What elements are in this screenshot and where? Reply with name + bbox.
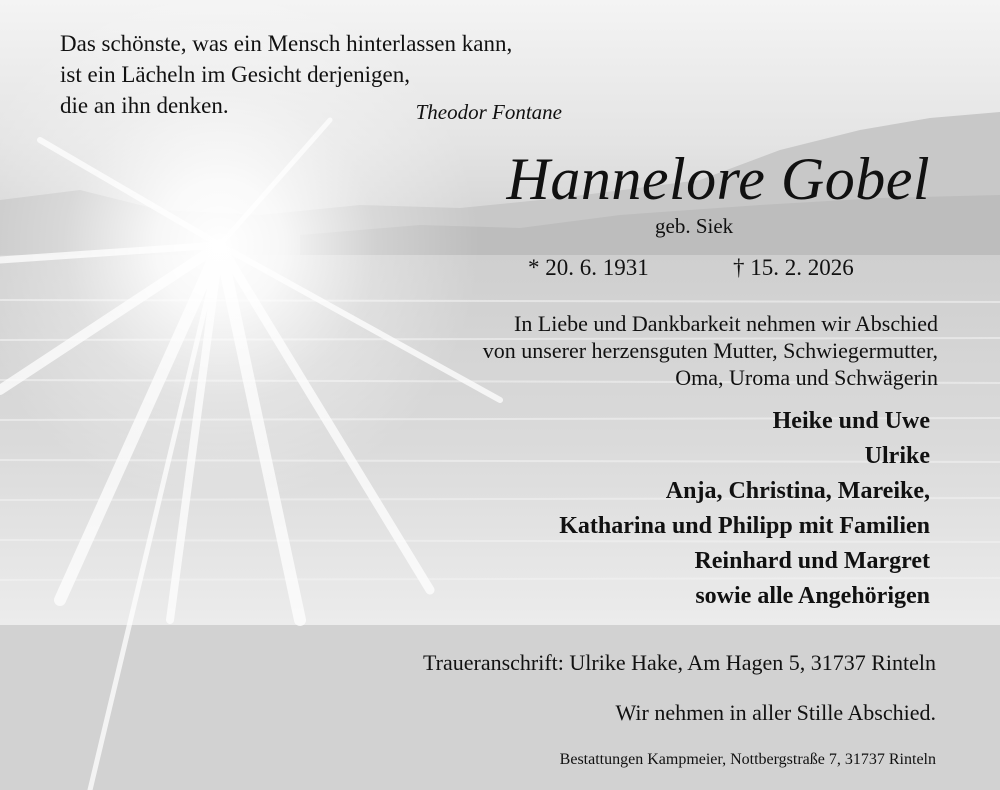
deceased-name: Hannelore Gobel <box>506 146 930 212</box>
quote-line: Das schönste, was ein Mensch hinterlassen kann, <box>60 31 513 56</box>
farewell-line: von unserer herzensguten Mutter, Schwiegermutter, <box>482 338 938 363</box>
quote-author: Theodor Fontane <box>415 100 562 124</box>
death-date: † 15. 2. 2026 <box>733 255 854 280</box>
funeral-home: Bestattungen Kampmeier, Nottbergstraße 7, 31737 Rinteln <box>559 751 936 768</box>
mourning-address: Traueranschrift: Ulrike Hake, Am Hagen 5, 31737 Rinteln <box>422 650 936 675</box>
mourner-entry: Heike und Uwe <box>772 408 930 434</box>
farewell-line: Oma, Uroma und Schwägerin <box>675 365 938 390</box>
mourner-entry: sowie alle Angehörigen <box>695 583 930 609</box>
mourner-entry: Katharina und Philipp mit Familien <box>559 513 930 539</box>
maiden-name: geb. Siek <box>655 214 734 238</box>
quiet-farewell-note: Wir nehmen in aller Stille Abschied. <box>615 700 936 725</box>
quote-line: ist ein Lächeln im Gesicht derjenigen, <box>60 62 410 87</box>
farewell-text <box>483 310 938 391</box>
mourner-entry: Reinhard und Margret <box>694 548 930 574</box>
quote-line: die an ihn denken. <box>60 93 229 118</box>
mourners-list <box>559 404 930 614</box>
birth-date: * 20. 6. 1931 <box>528 255 649 280</box>
mourner-entry: Ulrike <box>864 443 930 469</box>
mourner-entry: Anja, Christina, Mareike, <box>665 478 930 504</box>
farewell-line: In Liebe und Dankbarkeit nehmen wir Abschied <box>514 311 938 336</box>
